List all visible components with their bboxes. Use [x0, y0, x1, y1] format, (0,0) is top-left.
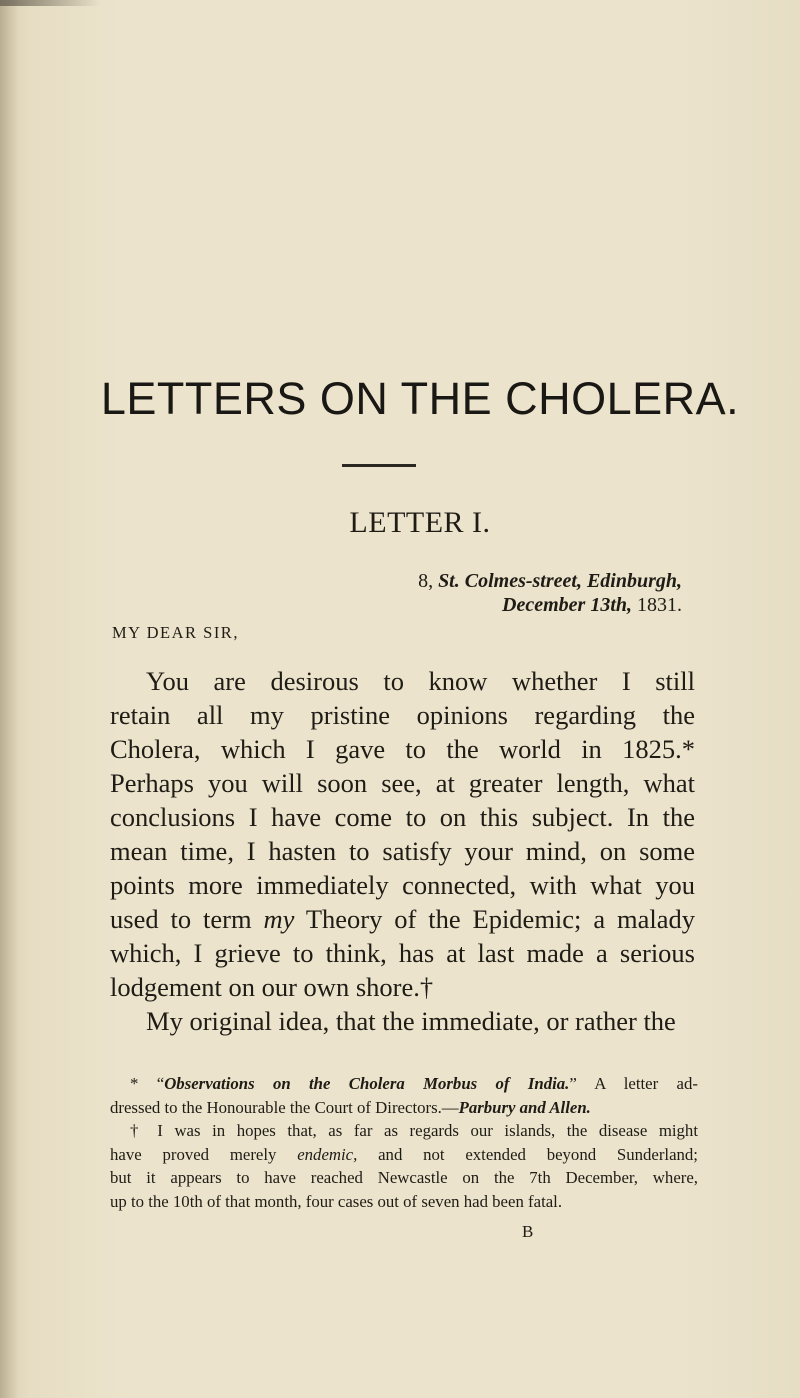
cited-title: Observations on the Cholera Morbus of India.	[164, 1074, 570, 1093]
paragraph-1-line: retain all my pristine opinions regarding the	[110, 700, 695, 730]
footnote-2-line	[110, 1143, 698, 1167]
footnotes	[110, 1072, 698, 1213]
address-street: St. Colmes-street, Edinburgh,	[438, 570, 682, 592]
paragraph-2-line: My original idea, that the immediate, or rather the	[146, 1006, 676, 1036]
salutation: MY DEAR SIR,	[112, 623, 239, 642]
paragraph-1-line: conclusions I have come to on this subject. In the	[110, 802, 695, 832]
emphasis-my: my	[263, 904, 295, 934]
address-number: 8,	[418, 570, 434, 592]
footnote-1-line	[110, 1072, 698, 1096]
page-top-edge	[0, 0, 100, 6]
open-quote: “	[156, 1074, 165, 1093]
address-line-1	[418, 569, 682, 593]
book-title: LETTERS ON THE CHOLERA.	[100, 373, 740, 424]
paragraph-1-line: You are desirous to know whether I still	[146, 666, 695, 696]
binding-edge-shadow	[0, 0, 18, 1398]
letter-address	[418, 569, 682, 617]
close-quote: ”	[569, 1074, 577, 1093]
paragraph-1-line: Cholera, which I gave to the world in 1825.*	[110, 734, 695, 764]
address-month: December	[502, 594, 586, 616]
address-year: 1831.	[637, 594, 682, 616]
paragraph-1-line	[110, 902, 695, 936]
paragraph-1	[110, 664, 695, 1038]
line-text: and not extended beyond Sunderland;	[378, 1144, 698, 1164]
paragraph-1-line: mean time, I hasten to satisfy your mind, on some	[110, 836, 695, 866]
address-line-2	[418, 593, 682, 617]
footnote-1-line	[110, 1096, 698, 1120]
footnote-2-line: but it appears to have reached Newcastle on the 7th December, where,	[110, 1168, 698, 1187]
printer-signature-mark: B	[522, 1222, 534, 1241]
footnote-2-line: † I was in hopes that, as far as regards our islands, the disease might	[130, 1121, 698, 1140]
emphasis-endemic: endemic,	[297, 1144, 358, 1164]
paragraph-1-line: points more immediately connected, with what you	[110, 870, 695, 900]
line-text: A letter ad-	[594, 1074, 698, 1093]
paragraph-1-line: Perhaps you will soon see, at greater length, what	[110, 768, 695, 798]
publisher-name: Parbury and Allen.	[458, 1097, 591, 1117]
line-text: dressed to the Honourable the Court of Directors.—	[110, 1097, 459, 1117]
title-divider-rule	[342, 464, 416, 467]
line-text: used to term	[110, 904, 252, 934]
address-day: 13th,	[590, 594, 632, 616]
paragraph-1-line: which, I grieve to think, has at last made a serious	[110, 938, 695, 968]
letter-heading: LETTER I.	[349, 506, 491, 539]
line-text: Theory of the Epidemic; a malady	[305, 904, 695, 934]
line-text: have proved merely	[110, 1144, 277, 1164]
paragraph-1-line: lodgement on our own shore.†	[110, 972, 434, 1002]
footnote-2-line: up to the 10th of that month, four cases out of seven had been fatal.	[110, 1191, 563, 1211]
footnote-marker: *	[130, 1074, 139, 1093]
